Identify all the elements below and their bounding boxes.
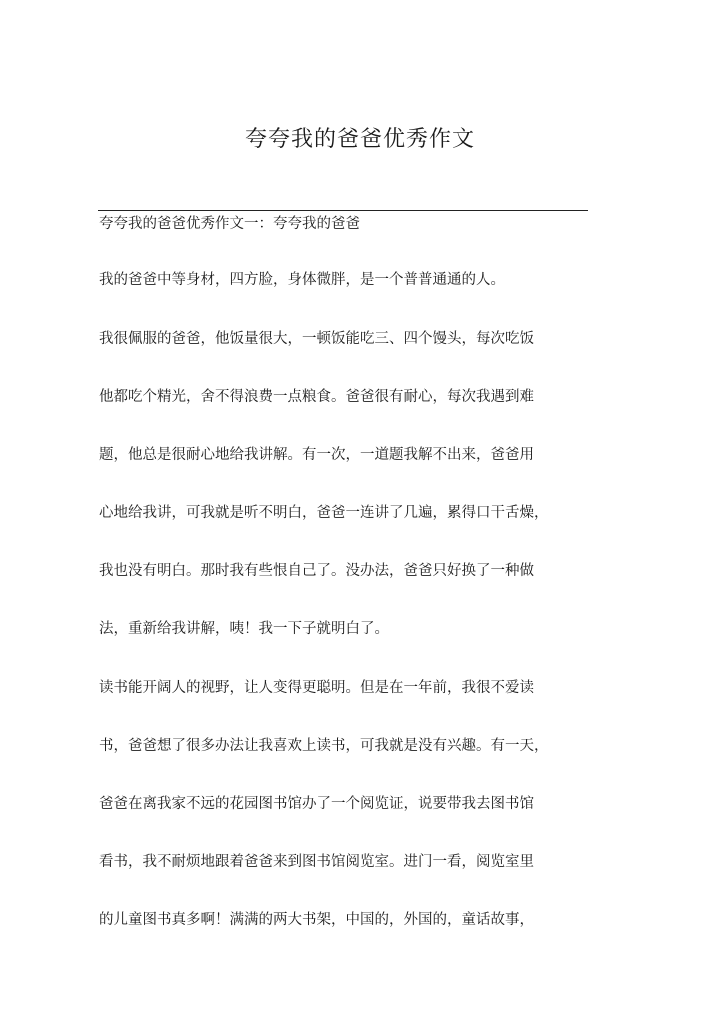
text-line: 题，他总是很耐心地给我讲解。有一次，一道题我解不出来，爸爸用 [99, 447, 534, 463]
text-line: 读书能开阔人的视野，让人变得更聪明。但是在一年前，我很不爱读 [99, 680, 534, 696]
document-title: 夸夸我的爸爸优秀作文 [244, 127, 475, 152]
text-line: 心地给我讲，可我就是听不明白，爸爸一连讲了几遍，累得口干舌燥， [99, 505, 549, 521]
text-line: 书，爸爸想了很多办法让我喜欢上读书，可我就是没有兴趣。有一天， [99, 738, 549, 754]
text-line: 看书，我不耐烦地跟着爸爸来到图书馆阅览室。进门一看，阅览室里 [99, 854, 534, 870]
text-line: 他都吃个精光，舍不得浪费一点粮食。爸爸很有耐心，每次我遇到难 [99, 389, 534, 405]
text-line: 法，重新给我讲解，咦！我一下子就明白了。 [99, 621, 389, 637]
text-line: 我也没有明白。那时我有些恨自己了。没办法，爸爸只好换了一种做 [99, 563, 534, 579]
text-line: 的儿童图书真多啊！满满的两大书架，中国的，外国的，童话故事， [99, 912, 534, 928]
text-line: 我的爸爸中等身材，四方脸，身体微胖，是一个普普通通的人。 [99, 272, 505, 288]
section-subtitle: 夸夸我的爸爸优秀作文一：夸夸我的爸爸 [99, 216, 360, 232]
text-line: 我很佩服的爸爸，他饭量很大，一顿饭能吃三、四个馒头，每次吃饭 [99, 331, 534, 347]
header-divider [98, 210, 588, 211]
text-line: 爸爸在离我家不远的花园图书馆办了一个阅览证，说要带我去图书馆 [99, 796, 534, 812]
